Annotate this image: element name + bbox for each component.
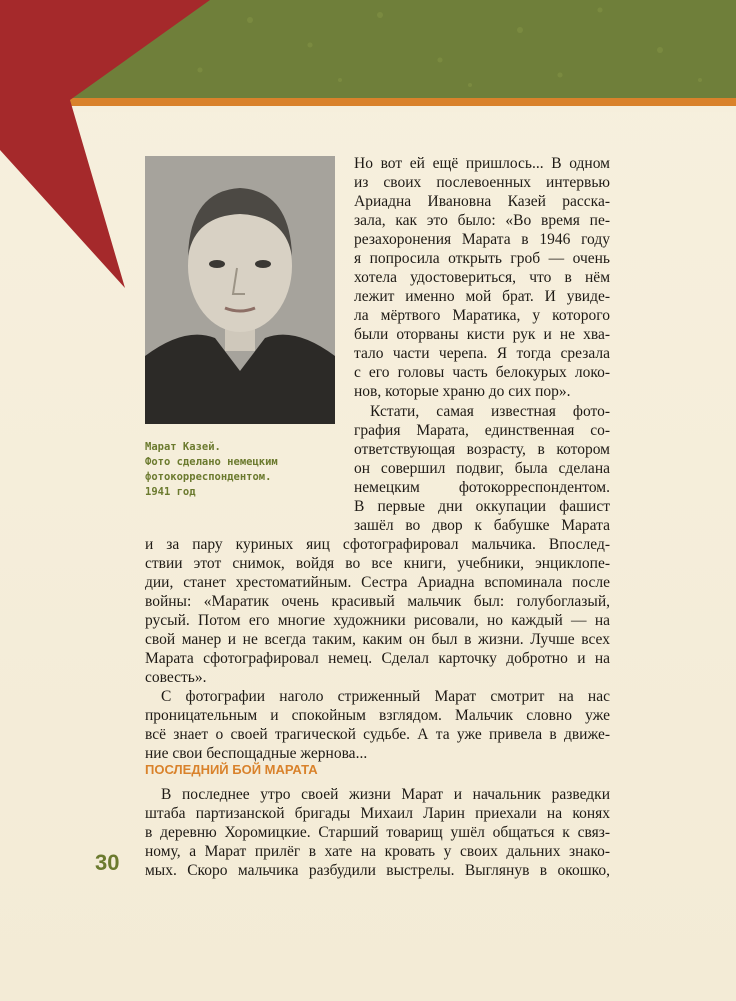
- caption-line: Марат Казей.: [145, 441, 221, 453]
- text-line: С фотографии наголо стриженный Марат смотрит на нас: [161, 688, 610, 705]
- caption-line: фотокорреспондентом.: [145, 471, 272, 483]
- text-line: ние свои беспощадные жернова...: [145, 745, 368, 762]
- text-line: совесть».: [145, 669, 207, 686]
- text-line: Марата сфотографировал немец. Сделал карточку добротно и на: [145, 650, 610, 667]
- photo-caption: [145, 440, 345, 500]
- portrait-illustration: [145, 156, 335, 424]
- text-line: ла мёртвого Маратика, у которого: [354, 307, 610, 324]
- text-line: проницательным и спокойным взглядом. Мальчик словно уже: [145, 707, 610, 724]
- text-line: дии, станет хрестоматийным. Сестра Ариадна вспоминала после: [145, 574, 610, 591]
- text-line: Кстати, самая известная фото-: [370, 403, 610, 420]
- caption-line: Фото сделано немецким: [145, 456, 278, 468]
- text-line: ному, а Марат прилёг в хате на кровать у своих дальних знако-: [145, 843, 610, 860]
- text-line: ответствующая возрасту, в котором: [354, 441, 610, 458]
- text-line: тало части черепа. Я тогда срезала: [354, 345, 610, 362]
- text-line: он совершил подвиг, была сделана: [354, 460, 610, 477]
- text-line: и за пару куриных яиц сфотографировал мальчика. Впослед-: [145, 536, 610, 553]
- text-line: ствии этот снимок, войдя во все книги, учебники, энциклопе-: [145, 555, 610, 572]
- text-line: нов, которые храню до сих пор».: [354, 383, 571, 400]
- marat-kazei-photo: [145, 156, 335, 424]
- text-line: резахоронения Марата в 1946 году: [354, 231, 610, 248]
- text-line: с его головы часть белокурых локо-: [354, 364, 610, 381]
- text-line: русый. Потом его многие художники рисовали, но каждый — на: [145, 612, 610, 629]
- page-number: 30: [95, 850, 120, 875]
- text-line: В первые дни оккупации фашист: [354, 498, 610, 515]
- text-line: Ариадна Ивановна Казей расска-: [354, 193, 610, 210]
- text-line: зашёл во двор к бабушке Марата: [354, 517, 610, 534]
- text-line: лежит именно мой брат. И увиде-: [354, 288, 610, 305]
- caption-line: 1941 год: [145, 486, 196, 498]
- text-line: войны: «Маратик очень красивый мальчик был: голубоглазый,: [145, 593, 610, 610]
- text-line: графия Марата, единственная со-: [354, 422, 610, 439]
- text-line: зала, как это было: «Во время пе-: [354, 212, 610, 229]
- text-line: немецким фотокорреспондентом.: [354, 479, 610, 496]
- text-line: из своих послевоенных интервью: [354, 174, 610, 191]
- section-heading: ПОСЛЕДНИЙ БОЙ МАРАТА: [145, 762, 318, 777]
- text-line: я попросила открыть гроб — очень: [354, 250, 610, 267]
- text-line: всё знает о своей трагической судьбе. А та уже привела в движе-: [145, 726, 610, 743]
- text-line: Но вот ей ещё пришлось... В одном: [354, 155, 610, 172]
- text-line: хотела удостовериться, что в нём: [354, 269, 610, 286]
- text-line: штаба партизанской бригады Михаил Ларин приехали на конях: [145, 805, 610, 822]
- text-line: в деревню Хоромицкие. Старший товарищ ушёл общаться к связ-: [145, 824, 610, 841]
- text-line: мых. Скоро мальчика разбудили выстрелы. Выглянув в окошко,: [145, 862, 610, 879]
- text-line: свой манер и не всегда таким, каким он был в жизни. Лучше всех: [145, 631, 610, 648]
- text-line: были оторваны кисти рук и не хва-: [354, 326, 610, 343]
- text-line: В последнее утро своей жизни Марат и начальник разведки: [161, 786, 610, 803]
